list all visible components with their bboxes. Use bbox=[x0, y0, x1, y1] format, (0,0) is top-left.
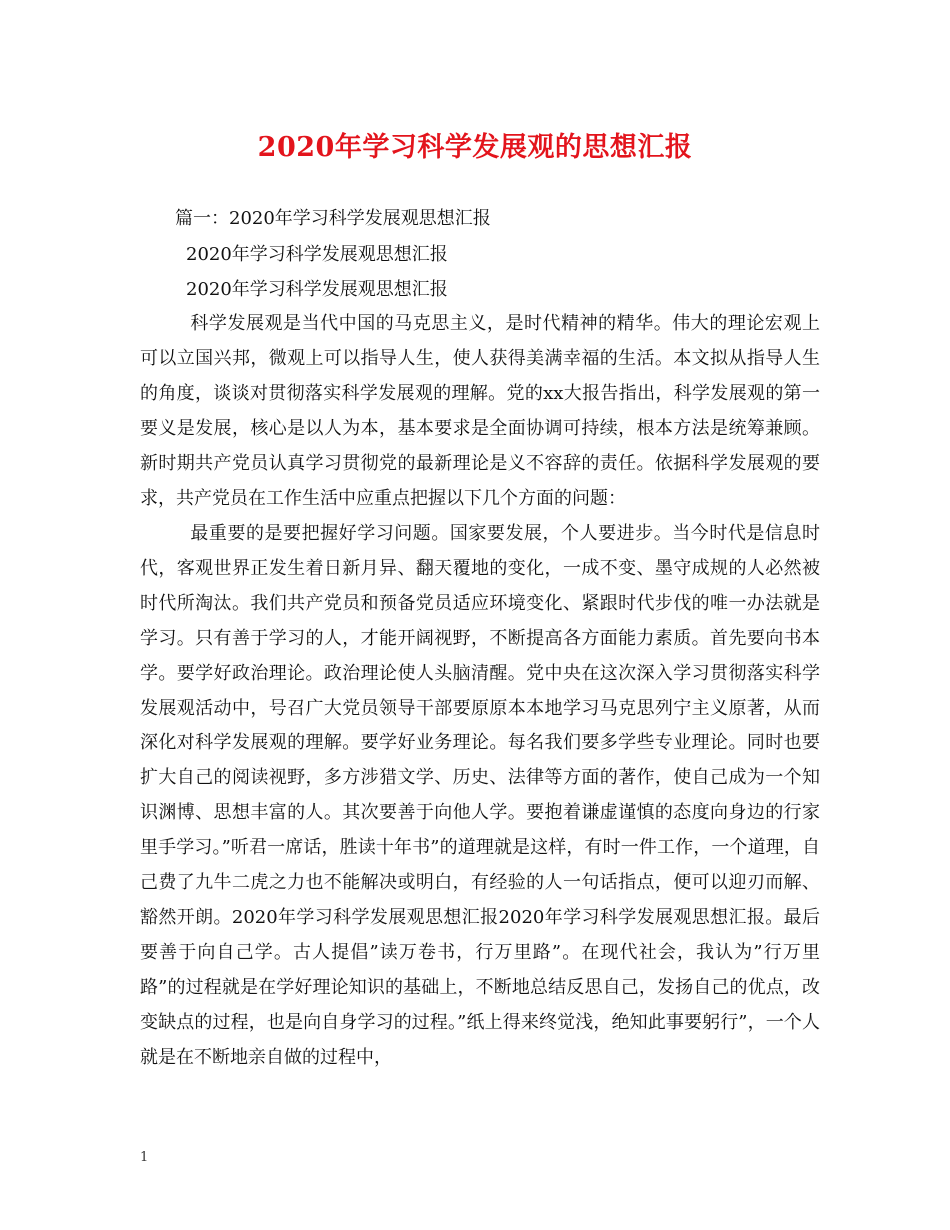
body-paragraph-2: 最重要的是要把握好学习问题。国家要发展，个人要进步。当今时代是信息时代，客观世界正发生着日新月异、翻天覆地的变化，一成不变、墨守成规的人必然被时代所淘汰。我们共产党员和预备党员适应环境变化、紧跟时代步伐的唯一办法就是学习。只有善于学习的人，才能开阔视野，不断提高各方面能力素质。首先要向书本学。要学好政治理论。政治理论使人头脑清醒。党中央在这次深入学习贯彻落实科学发展观活动中，号召广大党员领导干部要原原本本地学习马克思列宁主义原著，从而深化对科学发展观的理解。要学好业务理论。每名我们要多学些专业理论。同时也要扩大自己的阅读视野，多方涉猎文学、历史、法律等方面的著作，使自己成为一个知识渊博、思想丰富的人。其次要善于向他人学。要抱着谦虚谨慎的态度向身边的行家里手学习。”听君一席话，胜读十年书”的道理就是这样，有时一件工作，一个道理，自己费了九牛二虎之力也不能解决或明白，有经验的人一句话指点，便可以迎刃而解、豁然开朗。2020年学习科学发展观思想汇报2020年学习科学发展观思想汇报。最后要善于向自己学。古人提倡”读万卷书，行万里路”。在现代社会，我认为”行万里路”的过程就是在学好理论知识的基础上，不断地总结反思自己，发扬自己的优点，改变缺点的过程，也是向自身学习的过程。”纸上得来终觉浅，绝知此事要躬行”，一个人就是在不断地亲自做的过程中， bbox=[140, 523, 820, 1068]
page-number: 1 bbox=[140, 1150, 149, 1165]
intro-line-3: 2020年学习科学发展观思想汇报 bbox=[186, 279, 448, 300]
intro-line-2: 2020年学习科学发展观思想汇报 bbox=[186, 244, 448, 265]
intro-line-1: 篇一：2020年学习科学发展观思想汇报 bbox=[175, 208, 491, 229]
body-paragraph-1: 科学发展观是当代中国的马克思主义，是时代精神的精华。伟大的理论宏观上可以立国兴邦，微观上可以指导人生，使人获得美满幸福的生活。本文拟从指导人生的角度，谈谈对贯彻落实科学发展观的理解。党的xx大报告指出，科学发展观的第一要义是发展，核心是以人为本，基本要求是全面协调可持续，根本方法是统筹兼顾。 新时期共产党员认真学习贯彻党的最新理论是义不容辞的责任。依据科学发展观的要求，共产党员在工作生活中应重点把握以下几个方面的问题： bbox=[140, 313, 820, 509]
document-title: 2020年学习科学发展观的思想汇报 bbox=[257, 132, 693, 163]
